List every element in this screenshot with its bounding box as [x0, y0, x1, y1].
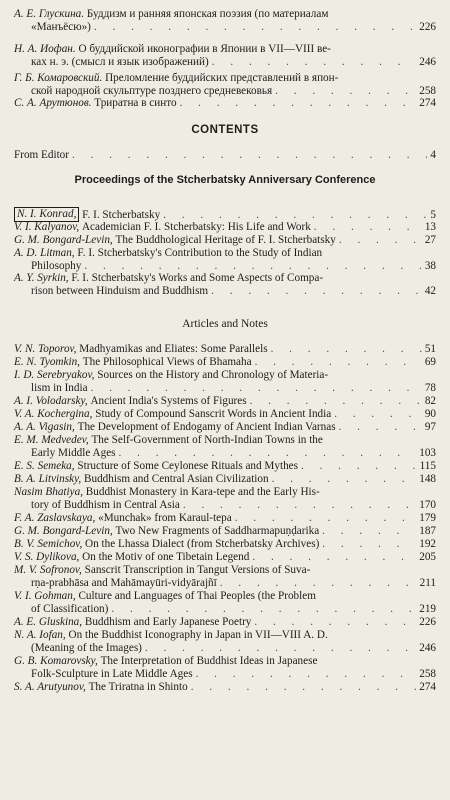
toc-entry — [14, 434, 436, 460]
toc-entry-line — [14, 642, 436, 655]
page-number: 246 — [419, 642, 436, 654]
entry-title: On the Buddhist Iconography in Japan in VII—VIII A. D. — [68, 629, 328, 641]
toc-entry-line — [14, 56, 436, 69]
page-number: 187 — [419, 525, 436, 537]
leader-dots — [314, 221, 422, 234]
toc-entry-line — [14, 512, 436, 525]
leader-dots — [119, 447, 417, 460]
page-number: 219 — [419, 603, 436, 615]
toc-entry-line — [14, 21, 436, 34]
toc-entry — [14, 408, 436, 421]
entry-author: G. M. Bongard-Levin, — [14, 525, 113, 537]
entry-title: The Buddhological Heritage of F. I. Stcherbatsky — [115, 234, 336, 246]
toc-entry-line — [14, 247, 436, 260]
entry-author: E. M. Medvedev, — [14, 434, 89, 446]
entry-title: Structure of Some Ceylonese Rituals and Mythes — [77, 460, 298, 472]
entry-title: Academician F. I. Stcherbatsky: His Life and Work — [81, 221, 311, 233]
entry-title: F. I. Stcherbatsky — [82, 209, 161, 221]
toc-entry-line — [14, 356, 436, 369]
leader-dots — [191, 681, 417, 694]
articles-heading: Articles and Notes — [182, 318, 268, 330]
entry-title: On the Lhassa Dialect (from Stcherbatsky Archives) — [85, 538, 320, 550]
toc-entry-line — [14, 408, 436, 421]
toc-entry-line — [14, 272, 436, 285]
entry-author: B. V. Semichov, — [14, 538, 83, 550]
entry-title: (Meaning of the Images) — [31, 642, 142, 654]
leader-dots — [250, 395, 422, 408]
entry-title: F. I. Stcherbatsky's Contribution to the Study of Indian — [77, 247, 323, 259]
leader-dots — [252, 551, 416, 564]
proceedings-heading-text: Proceedings of the Stcherbatsky Anniversary Conference — [74, 174, 376, 186]
leader-dots — [254, 616, 416, 629]
toc-entry-line — [14, 43, 436, 56]
leader-dots — [255, 356, 422, 369]
toc-entry — [14, 356, 436, 369]
entry-title: О буддийской иконографии в Японии в VII—VIII ве- — [78, 43, 331, 55]
toc-entry — [14, 629, 436, 655]
toc-entry — [14, 343, 436, 356]
entry-author: А. Е. Глускина. — [14, 8, 85, 20]
entry-author: V. A. Kochergina, — [14, 408, 93, 420]
page-number: 211 — [419, 577, 436, 589]
entry-title: «Munchak» from Karaul-tepa — [98, 512, 232, 524]
page-number: 27 — [424, 234, 436, 246]
toc-entry — [14, 460, 436, 473]
toc-entry — [14, 564, 436, 590]
toc-entry — [14, 43, 436, 69]
entry-author: M. V. Sofronov, — [14, 564, 82, 576]
entry-title: Study of Compound Sanscrit Words in Ancient India — [95, 408, 332, 420]
toc-entry — [14, 395, 436, 408]
entry-author: Nasim Bhatiya, — [14, 486, 83, 498]
toc-entry — [14, 473, 436, 486]
entry-title: Sources on the History and Chronology of Materia- — [97, 369, 329, 381]
entry-author: A. I. Volodarsky, — [14, 395, 88, 407]
leader-dots — [271, 343, 422, 356]
leader-dots — [272, 473, 417, 486]
page-number: 170 — [419, 499, 436, 511]
entry-title: Philosophy — [31, 260, 82, 272]
leader-dots — [94, 21, 416, 34]
entry-title: F. I. Stcherbatsky's Works and Some Aspects of Compa- — [71, 272, 324, 284]
page-number: 103 — [419, 447, 436, 459]
toc-entry-line — [14, 681, 436, 694]
leader-dots — [183, 499, 416, 512]
page-number: 115 — [419, 460, 436, 472]
page-number: 4 — [430, 149, 436, 161]
entry-title: Folk-Sculpture in Late Middle Ages — [31, 668, 193, 680]
toc-entry — [14, 247, 436, 273]
toc-entry-line — [14, 343, 436, 356]
toc-entry — [14, 97, 436, 110]
toc-entry-line — [14, 395, 436, 408]
page-number: 5 — [430, 209, 436, 221]
toc-entry-line — [14, 616, 436, 629]
contents-heading: CONTENTS — [191, 124, 259, 136]
leader-dots — [334, 408, 422, 421]
page-number: 78 — [424, 382, 436, 394]
toc-entry-line — [14, 486, 436, 499]
entry-title: The Interpretation of Buddhist Ideas in Japanese — [100, 655, 318, 667]
toc-entry-line — [14, 629, 436, 642]
page-number: 13 — [424, 221, 436, 233]
entry-author: V. I. Kalyanov, — [14, 221, 80, 233]
page-number: 97 — [424, 421, 436, 433]
entry-author: A. D. Litman, — [14, 247, 75, 259]
entry-author: F. A. Zaslavskaya, — [14, 512, 96, 524]
leader-dots — [145, 642, 416, 655]
toc-entry-line — [14, 499, 436, 512]
toc-entry-line — [14, 551, 436, 564]
entry-title: Sanscrit Transcription in Tangut Versions of Suva- — [84, 564, 311, 576]
entry-title: Early Middle Ages — [31, 447, 116, 459]
leader-dots — [180, 97, 417, 110]
toc-entry — [14, 207, 436, 222]
entry-title: rṇa-prabhāsa and Mahāmayūri-vidyārajñī — [31, 577, 217, 589]
page-number: 205 — [419, 551, 436, 563]
entry-title: tory of Buddhism in Central Asia — [31, 499, 180, 511]
toc-entry-line — [14, 590, 436, 603]
page-number: 258 — [419, 668, 436, 680]
toc-entry-line — [14, 434, 436, 447]
entry-author: V. N. Toporov, — [14, 343, 77, 355]
entry-author: A. Y. Syrkin, — [14, 272, 69, 284]
entry-author: B. A. Litvinsky, — [14, 473, 82, 485]
toc-entry-line — [14, 97, 436, 110]
from-editor-label: From Editor — [14, 149, 70, 161]
leader-dots — [196, 668, 417, 681]
toc-entry — [14, 538, 436, 551]
toc-entry — [14, 681, 436, 694]
entry-title: On the Motiv of one Tibetain Legend — [82, 551, 250, 563]
toc-entry-line — [14, 234, 436, 247]
page-number: 246 — [419, 56, 436, 68]
leader-dots — [212, 56, 416, 69]
toc-entry-line — [14, 369, 436, 382]
leader-dots — [211, 285, 422, 298]
entry-author: Н. А. Иофан. — [14, 43, 76, 55]
toc-entry-line — [14, 447, 436, 460]
toc-entry — [14, 272, 436, 298]
entry-author: E. S. Semeka, — [14, 460, 75, 472]
toc-entry-line — [14, 207, 436, 222]
page-number: 226 — [419, 21, 436, 33]
entry-title: Madhyamikas and Eliates: Some Parallels — [79, 343, 268, 355]
toc-entry — [14, 369, 436, 395]
toc-entry — [14, 421, 436, 434]
leader-dots — [301, 460, 417, 473]
entry-title: lism in India — [31, 382, 88, 394]
page-number: 192 — [419, 538, 436, 550]
toc-entry-line — [14, 538, 436, 551]
page-number: 38 — [424, 260, 436, 272]
toc-entry — [14, 551, 436, 564]
toc-entry — [14, 590, 436, 616]
entry-title: The Philosophical Views of Bhamaha — [82, 356, 252, 368]
proceedings-heading — [0, 174, 450, 186]
page-number: 226 — [419, 616, 436, 628]
entry-author: V. I. Gohman, — [14, 590, 76, 602]
leader-dots — [235, 512, 417, 525]
entry-author: A. A. Vigasin, — [14, 421, 75, 433]
entry-title: Триратна в синто — [94, 97, 177, 109]
leader-dots — [339, 421, 422, 434]
toc-entry — [14, 486, 436, 512]
entry-title: Буддизм и ранняя японская поэзия (по материалам — [86, 8, 329, 20]
page-number: 148 — [419, 473, 436, 485]
page-number: 274 — [419, 681, 436, 693]
page-number: 51 — [424, 343, 436, 355]
toc-entry — [14, 234, 436, 247]
toc-entry-line — [14, 460, 436, 473]
toc-entry-line — [14, 564, 436, 577]
toc-entry-line — [14, 72, 436, 85]
leader-dots — [339, 234, 422, 247]
page-number: 258 — [419, 85, 436, 97]
entry-title: rison between Hinduism and Buddhism — [31, 285, 209, 297]
leader-dots — [322, 525, 416, 538]
toc-entry-line — [14, 285, 436, 298]
entry-author: A. E. Gluskina, — [14, 616, 83, 628]
toc-entry — [14, 525, 436, 538]
page-number: 82 — [424, 395, 436, 407]
toc-entry-line — [14, 473, 436, 486]
toc-entry — [14, 655, 436, 681]
leader-dots — [322, 538, 416, 551]
entry-title: The Development of Endogamy of Ancient Indian Varnas — [77, 421, 336, 433]
entry-author: E. N. Tyomkin, — [14, 356, 80, 368]
entry-title: Buddhist Monastery in Kara-tepe and the Early His- — [85, 486, 320, 498]
entry-author: S. A. Arutyunov, — [14, 681, 86, 693]
leader-dots — [91, 382, 422, 395]
page-number: 90 — [424, 408, 436, 420]
entry-title: ках н. э. (смысл и язык изображений) — [31, 56, 209, 68]
leader-dots — [72, 149, 427, 162]
entry-author: Г. Б. Комаровский. — [14, 72, 103, 84]
toc-entry — [14, 72, 436, 98]
entry-title: ской народной скульптуре позднего средневековья — [31, 85, 273, 97]
page-number: 69 — [424, 356, 436, 368]
entry-title: Преломление буддийских представлений в япон- — [105, 72, 339, 84]
page-number: 42 — [424, 285, 436, 297]
entry-author: G. B. Komarovsky, — [14, 655, 98, 667]
toc-entry-line — [14, 221, 436, 234]
page-number: 274 — [419, 97, 436, 109]
toc-entry-line — [14, 603, 436, 616]
entry-author: N. A. Iofan, — [14, 629, 66, 641]
toc-entry-line — [14, 421, 436, 434]
entry-author: N. I. Konrad, — [14, 207, 79, 222]
leader-dots — [220, 577, 417, 590]
toc-entry — [14, 512, 436, 525]
page-number: 179 — [419, 512, 436, 524]
entry-title: The Self-Government of North-Indian Towns in the — [91, 434, 323, 446]
entry-author: V. S. Dylikova, — [14, 551, 80, 563]
entry-author: I. D. Serebryakov, — [14, 369, 95, 381]
entry-title: of Classification) — [31, 603, 109, 615]
leader-dots — [111, 603, 416, 616]
toc-entry — [14, 8, 436, 34]
entry-title: Buddhism and Central Asian Civilization — [84, 473, 269, 485]
toc-entry-line — [14, 577, 436, 590]
entry-title: «Манъёсю») — [31, 21, 91, 33]
toc-entry-line — [14, 382, 436, 395]
entry-title: Culture and Languages of Thai Peoples (the Problem — [78, 590, 316, 602]
toc-entry-line — [14, 525, 436, 538]
entry-author: G. M. Bongard-Levin, — [14, 234, 113, 246]
entry-author: С. А. Арутюнов. — [14, 97, 92, 109]
entry-title: Two New Fragments of Saddharmapuṇḍarika — [115, 525, 320, 537]
toc-entry-line — [14, 8, 436, 21]
entry-title: Buddhism and Early Japanese Poetry — [84, 616, 252, 628]
toc-entry — [14, 616, 436, 629]
toc-entry — [14, 221, 436, 234]
entry-title: The Triratna in Shinto — [88, 681, 188, 693]
toc-entry-line — [14, 655, 436, 668]
entry-title: Ancient India's Systems of Figures — [90, 395, 247, 407]
from-editor-entry — [14, 149, 436, 162]
toc-entry-line — [14, 668, 436, 681]
